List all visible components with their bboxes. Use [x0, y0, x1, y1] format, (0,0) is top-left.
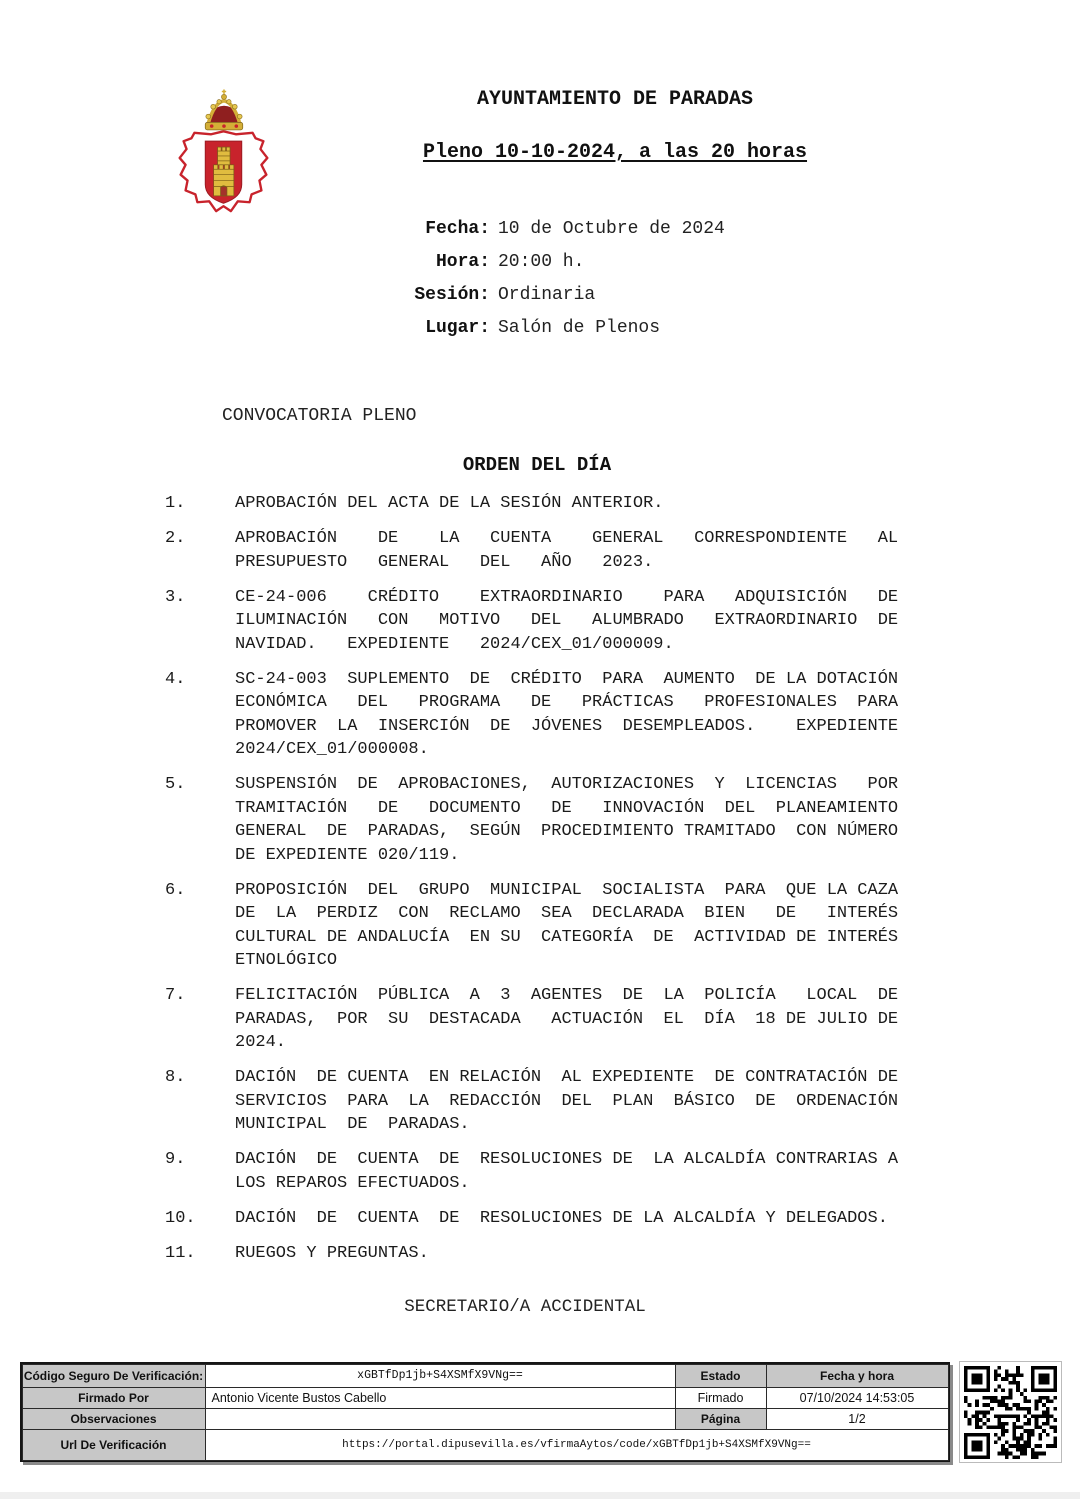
item-number: 8. — [165, 1068, 186, 1087]
lugar-value: Salón de Plenos — [498, 318, 661, 338]
url-verificacion-value: https://portal.dipusevilla.es/vfirmaAytos/code/xGBTfDp1jb+S4XSMfX9VNg== — [205, 1429, 949, 1461]
agenda-item-4 — [165, 668, 910, 762]
item-text: PROPOSICIÓN DEL GRUPO MUNICIPAL SOCIALISTA PARA QUE LA CAZA DE LA PERDIZ CON RECLAMO SEA DECLARADA BIEN DE INTERÉS CULTURAL DE ANDALUCÍA EN SU CATEGORÍA DE ACTIVIDAD DE INTERÉS ETNOLÓGICO — [235, 880, 899, 970]
verification-table — [20, 1362, 950, 1462]
agenda-item-6 — [165, 879, 910, 973]
agenda-item-9 — [165, 1148, 910, 1195]
firmado-por-label: Firmado Por — [22, 1387, 206, 1409]
item-number: 3. — [165, 587, 186, 607]
item-number: 10. — [165, 1208, 196, 1228]
page-title: AYUNTAMIENTO DE PARADAS — [476, 88, 754, 111]
meta-row-sesion — [0, 285, 1080, 318]
hora-label: Hora: — [435, 252, 490, 272]
qr-code-icon — [959, 1361, 1062, 1463]
coat-of-arms-icon — [176, 86, 271, 219]
sesion-label: Sesión: — [414, 285, 490, 305]
pagina-header: Página — [675, 1408, 767, 1430]
observaciones-value — [205, 1408, 676, 1430]
firmado-por-value: Antonio Vicente Bustos Cabello — [205, 1387, 676, 1409]
agenda-item-11 — [165, 1242, 910, 1266]
item-number: 2. — [165, 529, 186, 548]
item-text: APROBACIÓN DE LA CUENTA GENERAL CORRESPONDIENTE AL PRESUPUESTO GENERAL DEL AÑO 2023. — [235, 529, 899, 572]
fecha-hora-value: 07/10/2024 14:53:05 — [766, 1387, 949, 1409]
agenda-item-3 — [165, 586, 910, 657]
item-text: FELICITACIÓN PÚBLICA A 3 AGENTES DE LA POLICÍA LOCAL DE PARADAS, POR SU DESTACADA ACTUACIÓN EL DÍA 18 DE JULIO DE 2024. — [235, 986, 899, 1052]
signature-title: SECRETARIO/A ACCIDENTAL — [404, 1297, 646, 1317]
item-text: CE-24-006 CRÉDITO EXTRAORDINARIO PARA ADQUISICIÓN DE ILUMINACIÓN CON MOTIVO DEL ALUMBRADO EXTRAORDINARIO DE NAVIDAD. EXPEDIENTE 2024/CEX_01/000009. — [235, 587, 899, 654]
convocatoria-heading: CONVOCATORIA PLENO — [222, 406, 417, 426]
item-text: SUSPENSIÓN DE APROBACIONES, AUTORIZACIONES Y LICENCIAS POR TRAMITACIÓN DE DOCUMENTO DE INNOVACIÓN DEL PLANEAMIENTO GENERAL DE PARADAS, SEGÚN PROCEDIMIENTO TRAMITADO CON NÚMERO DE EXPEDIENTE 020/119. — [235, 775, 899, 865]
item-text: SC-24-003 SUPLEMENTO DE CRÉDITO PARA AUMENTO DE LA DOTACIÓN ECONÓMICA DEL PROGRAMA DE PRÁCTICAS PROFESIONALES PARA PROMOVER LA INSERCIÓN DE JÓVENES DESEMPLEADOS. EXPEDIENTE 2024/CEX_01/000008. — [235, 669, 899, 759]
item-text: RUEGOS Y PREGUNTAS. — [235, 1243, 429, 1263]
fecha-value: 10 de Octubre de 2024 — [498, 219, 725, 239]
agenda-item-2 — [165, 527, 910, 574]
item-text: DACIÓN DE CUENTA EN RELACIÓN AL EXPEDIENTE DE CONTRATACIÓN DE SERVICIOS PARA LA REDACCIÓN DEL PLAN BÁSICO DE ORDENACIÓN MUNICIPAL DE PARADAS. — [235, 1068, 899, 1134]
session-meta — [0, 219, 1080, 351]
item-text: DACIÓN DE CUENTA DE RESOLUCIONES DE LA ALCALDÍA Y DELEGADOS. — [235, 1208, 888, 1228]
session-title: Pleno 10-10-2024, a las 20 horas — [422, 141, 808, 164]
agenda-item-7 — [165, 984, 910, 1055]
meta-row-fecha — [0, 219, 1080, 252]
csv-label: Código Seguro De Verificación: — [22, 1364, 206, 1388]
url-verificacion-label: Url De Verificación — [22, 1429, 206, 1461]
item-number: 11. — [165, 1243, 196, 1263]
item-number: 4. — [165, 669, 186, 689]
agenda-item-1 — [165, 492, 910, 516]
agenda-item-5 — [165, 773, 910, 867]
item-number: 9. — [165, 1150, 186, 1169]
agenda-item-8 — [165, 1066, 910, 1137]
agenda-item-10 — [165, 1207, 910, 1231]
item-text: DACIÓN DE CUENTA DE RESOLUCIONES DE LA ALCALDÍA CONTRARIAS A LOS REPAROS EFECTUADOS. — [235, 1150, 899, 1193]
page-bottom-strip — [0, 1492, 1080, 1499]
item-number: 7. — [165, 986, 186, 1005]
item-text: APROBACIÓN DEL ACTA DE LA SESIÓN ANTERIOR. — [235, 494, 664, 513]
item-number: 5. — [165, 775, 186, 794]
fecha-hora-header: Fecha y hora — [766, 1364, 949, 1388]
meta-row-lugar — [0, 318, 1080, 351]
estado-value: Firmado — [675, 1387, 767, 1409]
item-number: 1. — [165, 494, 186, 513]
estado-header: Estado — [675, 1364, 767, 1388]
hora-value: 20:00 h. — [498, 252, 585, 272]
item-number: 6. — [165, 880, 186, 900]
csv-value: xGBTfDp1jb+S4XSMfX9VNg== — [205, 1364, 676, 1388]
lugar-label: Lugar: — [425, 318, 490, 338]
fecha-label: Fecha: — [425, 219, 490, 239]
meta-row-hora — [0, 252, 1080, 285]
agenda-list — [165, 492, 910, 1277]
orden-del-dia-heading: ORDEN DEL DÍA — [462, 454, 612, 476]
observaciones-label: Observaciones — [22, 1408, 206, 1430]
sesion-value: Ordinaria — [498, 285, 596, 305]
pagina-value: 1/2 — [766, 1408, 949, 1430]
